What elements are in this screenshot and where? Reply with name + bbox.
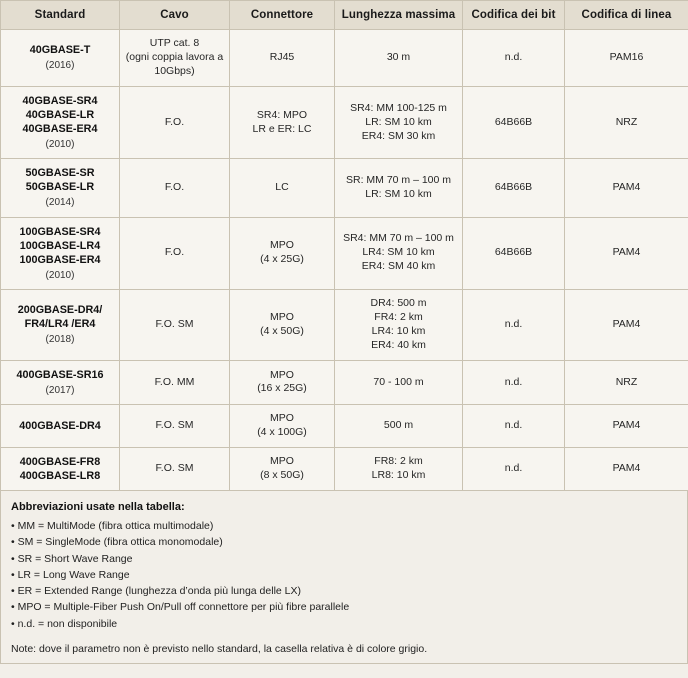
standard-name: 40GBASE-SR4 [5, 94, 115, 108]
cell-lunghezza-massima-line: LR8: 10 km [339, 469, 458, 483]
table-header-row [1, 1, 688, 30]
cell-lunghezza-massima-line: SR4: MM 100-125 m [339, 102, 458, 116]
cell-codifica-dei-bit-line: n.d. [467, 376, 560, 390]
cell-codifica-di-linea [565, 405, 688, 448]
cell-connettore-line: MPO [234, 412, 330, 426]
cell-codifica-di-linea-line: PAM4 [569, 462, 684, 476]
table-row [1, 448, 688, 491]
cell-lunghezza-massima [335, 290, 463, 361]
cell-codifica-di-linea [565, 217, 688, 289]
table-row [1, 360, 688, 404]
standard-name: 400GBASE-SR16 [5, 368, 115, 382]
cell-codifica-dei-bit [463, 290, 565, 361]
table-row [1, 217, 688, 289]
cell-codifica-dei-bit [463, 30, 565, 87]
standard-name: 50GBASE-LR [5, 180, 115, 194]
cell-codifica-dei-bit [463, 159, 565, 217]
cell-codifica-dei-bit-line: n.d. [467, 51, 560, 65]
cell-standard [1, 159, 120, 217]
cell-cavo [120, 86, 230, 158]
table-row [1, 159, 688, 217]
cell-standard [1, 448, 120, 491]
cell-connettore [230, 448, 335, 491]
cell-codifica-di-linea-line: PAM4 [569, 246, 684, 260]
cell-connettore [230, 405, 335, 448]
cell-lunghezza-massima [335, 448, 463, 491]
cell-cavo-line: F.O. MM [124, 376, 225, 390]
legend-title: Abbreviazioni usate nella tabella: [11, 501, 677, 513]
column-header-lunghezza-massima: Lunghezza massima [335, 1, 463, 30]
cell-lunghezza-massima-line: LR4: SM 10 km [339, 246, 458, 260]
standard-name: 400GBASE-LR8 [5, 469, 115, 483]
cell-connettore-line: (4 x 100G) [234, 426, 330, 440]
standard-name: 100GBASE-SR4 [5, 225, 115, 239]
cell-cavo-line: 10Gbps) [124, 65, 225, 79]
cell-codifica-dei-bit-line: 64B66B [467, 116, 560, 130]
cell-codifica-di-linea [565, 290, 688, 361]
cell-standard [1, 405, 120, 448]
cell-codifica-di-linea [565, 159, 688, 217]
standard-name: 100GBASE-ER4 [5, 253, 115, 267]
cell-connettore-line: (4 x 50G) [234, 325, 330, 339]
cell-cavo [120, 360, 230, 404]
cell-cavo [120, 217, 230, 289]
cell-lunghezza-massima-line: LR: SM 10 km [339, 188, 458, 202]
cell-lunghezza-massima-line: SR4: MM 70 m – 100 m [339, 232, 458, 246]
cell-cavo [120, 405, 230, 448]
column-header-cavo: Cavo [120, 1, 230, 30]
cell-codifica-dei-bit-line: 64B66B [467, 181, 560, 195]
legend-item: • ER = Extended Range (lunghezza d’onda più lunga delle LX) [11, 583, 677, 599]
cell-cavo [120, 30, 230, 87]
cell-lunghezza-massima-line: LR: SM 10 km [339, 116, 458, 130]
legend-list [11, 518, 677, 632]
cell-cavo-line: (ogni coppia lavora a [124, 51, 225, 65]
column-header-codifica-di-linea: Codifica di linea [565, 1, 688, 30]
cell-codifica-di-linea [565, 30, 688, 87]
table-row [1, 86, 688, 158]
cell-codifica-dei-bit [463, 217, 565, 289]
cell-codifica-dei-bit-line: n.d. [467, 462, 560, 476]
cell-codifica-di-linea-line: PAM4 [569, 181, 684, 195]
cell-codifica-dei-bit [463, 360, 565, 404]
cell-lunghezza-massima [335, 360, 463, 404]
column-header-standard: Standard [1, 1, 120, 30]
cell-codifica-di-linea-line: PAM16 [569, 51, 684, 65]
cell-lunghezza-massima [335, 159, 463, 217]
cell-connettore-line: (4 x 25G) [234, 253, 330, 267]
standard-year: (2010) [5, 269, 115, 282]
column-header-connettore: Connettore [230, 1, 335, 30]
cell-lunghezza-massima-line: ER4: 40 km [339, 339, 458, 353]
cell-lunghezza-massima-line: ER4: SM 40 km [339, 260, 458, 274]
cell-lunghezza-massima-line: FR4: 2 km [339, 311, 458, 325]
cell-lunghezza-massima-line: LR4: 10 km [339, 325, 458, 339]
cell-lunghezza-massima [335, 405, 463, 448]
cell-connettore-line: MPO [234, 455, 330, 469]
cell-connettore [230, 30, 335, 87]
cell-connettore-line: (16 x 25G) [234, 382, 330, 396]
cell-connettore-line: RJ45 [234, 51, 330, 65]
standard-name: 40GBASE-T [5, 43, 115, 57]
cell-codifica-dei-bit-line: n.d. [467, 419, 560, 433]
legend-item: • n.d. = non disponibile [11, 616, 677, 632]
standard-name: 50GBASE-SR [5, 166, 115, 180]
cell-connettore-line: LC [234, 181, 330, 195]
standard-name: 100GBASE-LR4 [5, 239, 115, 253]
legend-item: • SR = Short Wave Range [11, 551, 677, 567]
cell-codifica-di-linea [565, 448, 688, 491]
legend-item: • LR = Long Wave Range [11, 567, 677, 583]
cell-lunghezza-massima-line: 30 m [339, 51, 458, 65]
cell-codifica-di-linea-line: NRZ [569, 376, 684, 390]
standard-name: 40GBASE-LR [5, 108, 115, 122]
cell-cavo-line: F.O. [124, 246, 225, 260]
cell-standard [1, 290, 120, 361]
standard-year: (2016) [5, 59, 115, 72]
cell-lunghezza-massima-line: DR4: 500 m [339, 297, 458, 311]
legend-item: • MM = MultiMode (fibra ottica multimodale) [11, 518, 677, 534]
legend-item: • MPO = Multiple-Fiber Push On/Pull off connettore per più fibre parallele [11, 599, 677, 615]
cell-lunghezza-massima [335, 30, 463, 87]
cell-lunghezza-massima-line: SR: MM 70 m – 100 m [339, 174, 458, 188]
cell-standard [1, 217, 120, 289]
cell-lunghezza-massima [335, 217, 463, 289]
cell-connettore [230, 360, 335, 404]
column-header-codifica-dei-bit: Codifica dei bit [463, 1, 565, 30]
legend-notes [0, 491, 688, 664]
cell-standard [1, 86, 120, 158]
cell-cavo [120, 448, 230, 491]
cell-connettore [230, 159, 335, 217]
table-body [1, 30, 688, 491]
cell-connettore-line: MPO [234, 311, 330, 325]
table-row [1, 405, 688, 448]
cell-cavo-line: F.O. [124, 116, 225, 130]
cell-lunghezza-massima-line: ER4: SM 30 km [339, 130, 458, 144]
cell-cavo-line: UTP cat. 8 [124, 37, 225, 51]
cell-connettore-line: LR e ER: LC [234, 123, 330, 137]
cell-cavo-line: F.O. SM [124, 419, 225, 433]
cell-connettore [230, 290, 335, 361]
standard-name: 200GBASE-DR4/ [5, 303, 115, 317]
cell-codifica-dei-bit-line: 64B66B [467, 246, 560, 260]
cell-connettore-line: MPO [234, 369, 330, 383]
cell-codifica-di-linea-line: PAM4 [569, 318, 684, 332]
cell-cavo-line: F.O. SM [124, 462, 225, 476]
standard-name: 400GBASE-FR8 [5, 455, 115, 469]
legend-item: • SM = SingleMode (fibra ottica monomodale) [11, 534, 677, 550]
cell-connettore [230, 217, 335, 289]
cell-codifica-dei-bit [463, 448, 565, 491]
cell-codifica-dei-bit [463, 86, 565, 158]
cell-lunghezza-massima-line: 500 m [339, 419, 458, 433]
cell-cavo [120, 290, 230, 361]
cell-connettore-line: SR4: MPO [234, 109, 330, 123]
cell-codifica-dei-bit-line: n.d. [467, 318, 560, 332]
table-row [1, 30, 688, 87]
cell-lunghezza-massima-line: 70 - 100 m [339, 376, 458, 390]
standard-year: (2010) [5, 138, 115, 151]
cell-cavo-line: F.O. [124, 181, 225, 195]
cell-cavo-line: F.O. SM [124, 318, 225, 332]
cell-codifica-di-linea [565, 86, 688, 158]
cell-lunghezza-massima-line: FR8: 2 km [339, 455, 458, 469]
cell-codifica-di-linea-line: NRZ [569, 116, 684, 130]
standard-name: FR4/LR4 /ER4 [5, 317, 115, 331]
cell-cavo [120, 159, 230, 217]
table-row [1, 290, 688, 361]
standard-year: (2017) [5, 384, 115, 397]
standard-name: 400GBASE-DR4 [5, 419, 115, 433]
cell-codifica-dei-bit [463, 405, 565, 448]
cell-standard [1, 360, 120, 404]
cell-standard [1, 30, 120, 87]
legend-footnote: Note: dove il parametro non è previsto nello standard, la casella relativa è di colore grigio. [11, 643, 677, 655]
cell-lunghezza-massima [335, 86, 463, 158]
cell-codifica-di-linea [565, 360, 688, 404]
standard-name: 40GBASE-ER4 [5, 122, 115, 136]
standard-year: (2014) [5, 196, 115, 209]
standard-year: (2018) [5, 333, 115, 346]
cell-connettore [230, 86, 335, 158]
cell-connettore-line: (8 x 50G) [234, 469, 330, 483]
cell-connettore-line: MPO [234, 239, 330, 253]
cell-codifica-di-linea-line: PAM4 [569, 419, 684, 433]
